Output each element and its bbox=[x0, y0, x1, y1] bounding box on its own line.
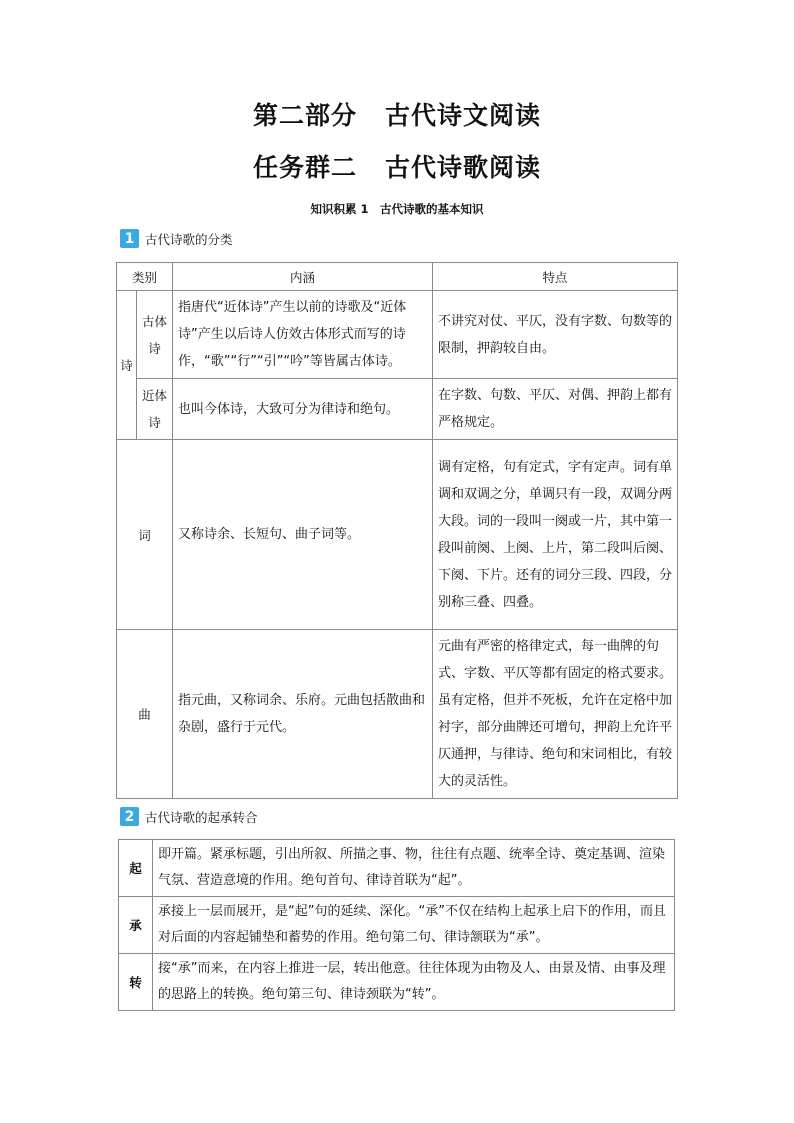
row-text-cheng: 承接上一层而展开，是“起”句的延续、深化。“承”不仅在结构上起承上启下的作用，而且对后面的内容起铺垫和蓄势的作用。绝句第二句、律诗颔联为“承”。 bbox=[153, 897, 675, 954]
table-row bbox=[117, 440, 678, 630]
table-row bbox=[117, 291, 678, 379]
section2-number-badge: 2 bbox=[120, 807, 139, 826]
category-shi: 诗 bbox=[117, 291, 137, 440]
qu-feature: 元曲有严密的格律定式，每一曲牌的句式、字数、平仄等都有固定的格式要求。虽有定格，但并不死板，允许在定格中加衬字，部分曲牌还可增句，押韵上允许平仄通押，与律诗、绝句和宋词相比，有较大的灵活性。 bbox=[433, 630, 678, 799]
page-title: 第二部分 古代诗文阅读 bbox=[252, 101, 542, 130]
knowledge-subtitle: 知识积累 1 古代诗歌的基本知识 bbox=[310, 202, 484, 216]
table-row bbox=[119, 897, 675, 954]
header-category: 类别 bbox=[117, 263, 173, 291]
subcategory-gutishi: 古体诗 bbox=[137, 291, 173, 379]
section1-heading bbox=[120, 229, 233, 248]
poetry-classification-table bbox=[116, 262, 678, 799]
row-text-zhuan: 接“承”而来，在内容上推进一层，转出他意。往往体现为由物及人、由景及情、由事及理的思路上的转换。绝句第三句、律诗颈联为“转”。 bbox=[153, 954, 675, 1011]
row-key-zhuan: 转 bbox=[119, 954, 153, 1011]
table-row bbox=[119, 840, 675, 897]
table-row bbox=[119, 954, 675, 1011]
section2-label: 古代诗歌的起承转合 bbox=[145, 809, 258, 825]
table-header-row bbox=[117, 263, 678, 291]
jintishi-feature: 在字数、句数、平仄、对偶、押韵上都有严格规定。 bbox=[433, 379, 678, 440]
section1-number-badge: 1 bbox=[120, 229, 139, 248]
category-qu: 曲 bbox=[117, 630, 173, 799]
subcategory-jintishi: 近体诗 bbox=[137, 379, 173, 440]
row-key-qi: 起 bbox=[119, 840, 153, 897]
row-key-cheng: 承 bbox=[119, 897, 153, 954]
category-ci: 词 bbox=[117, 440, 173, 630]
section2-heading bbox=[120, 807, 258, 826]
structure-table bbox=[118, 839, 675, 1011]
ci-feature: 调有定格，句有定式，字有定声。词有单调和双调之分，单调只有一段，双调分两大段。词的一段叫一阕或一片，其中第一段叫前阕、上阕、上片，第二段叫后阕、下阕、下片。还有的词分三段、四段，分别称三叠、四叠。 bbox=[433, 440, 678, 630]
jintishi-content: 也叫今体诗，大致可分为律诗和绝句。 bbox=[173, 379, 433, 440]
row-text-qi: 即开篇。紧承标题，引出所叙、所描之事、物，往往有点题、统率全诗、奠定基调、渲染气氛、营造意境的作用。绝句首句、律诗首联为“起”。 bbox=[153, 840, 675, 897]
gutishi-content: 指唐代“近体诗”产生以前的诗歌及“近体诗”产生以后诗人仿效古体形式而写的诗作，“歌”“行”“引”“吟”等皆属古体诗。 bbox=[173, 291, 433, 379]
section1-label: 古代诗歌的分类 bbox=[145, 231, 233, 247]
header-content: 内涵 bbox=[173, 263, 433, 291]
table-row bbox=[117, 379, 678, 440]
qu-content: 指元曲，又称词余、乐府。元曲包括散曲和杂剧，盛行于元代。 bbox=[173, 630, 433, 799]
ci-content: 又称诗余、长短句、曲子词等。 bbox=[173, 440, 433, 630]
table-row bbox=[117, 630, 678, 799]
header-feature: 特点 bbox=[433, 263, 678, 291]
page-subtitle-heading: 任务群二 古代诗歌阅读 bbox=[252, 153, 542, 182]
gutishi-feature: 不讲究对仗、平仄，没有字数、句数等的限制，押韵较自由。 bbox=[433, 291, 678, 379]
